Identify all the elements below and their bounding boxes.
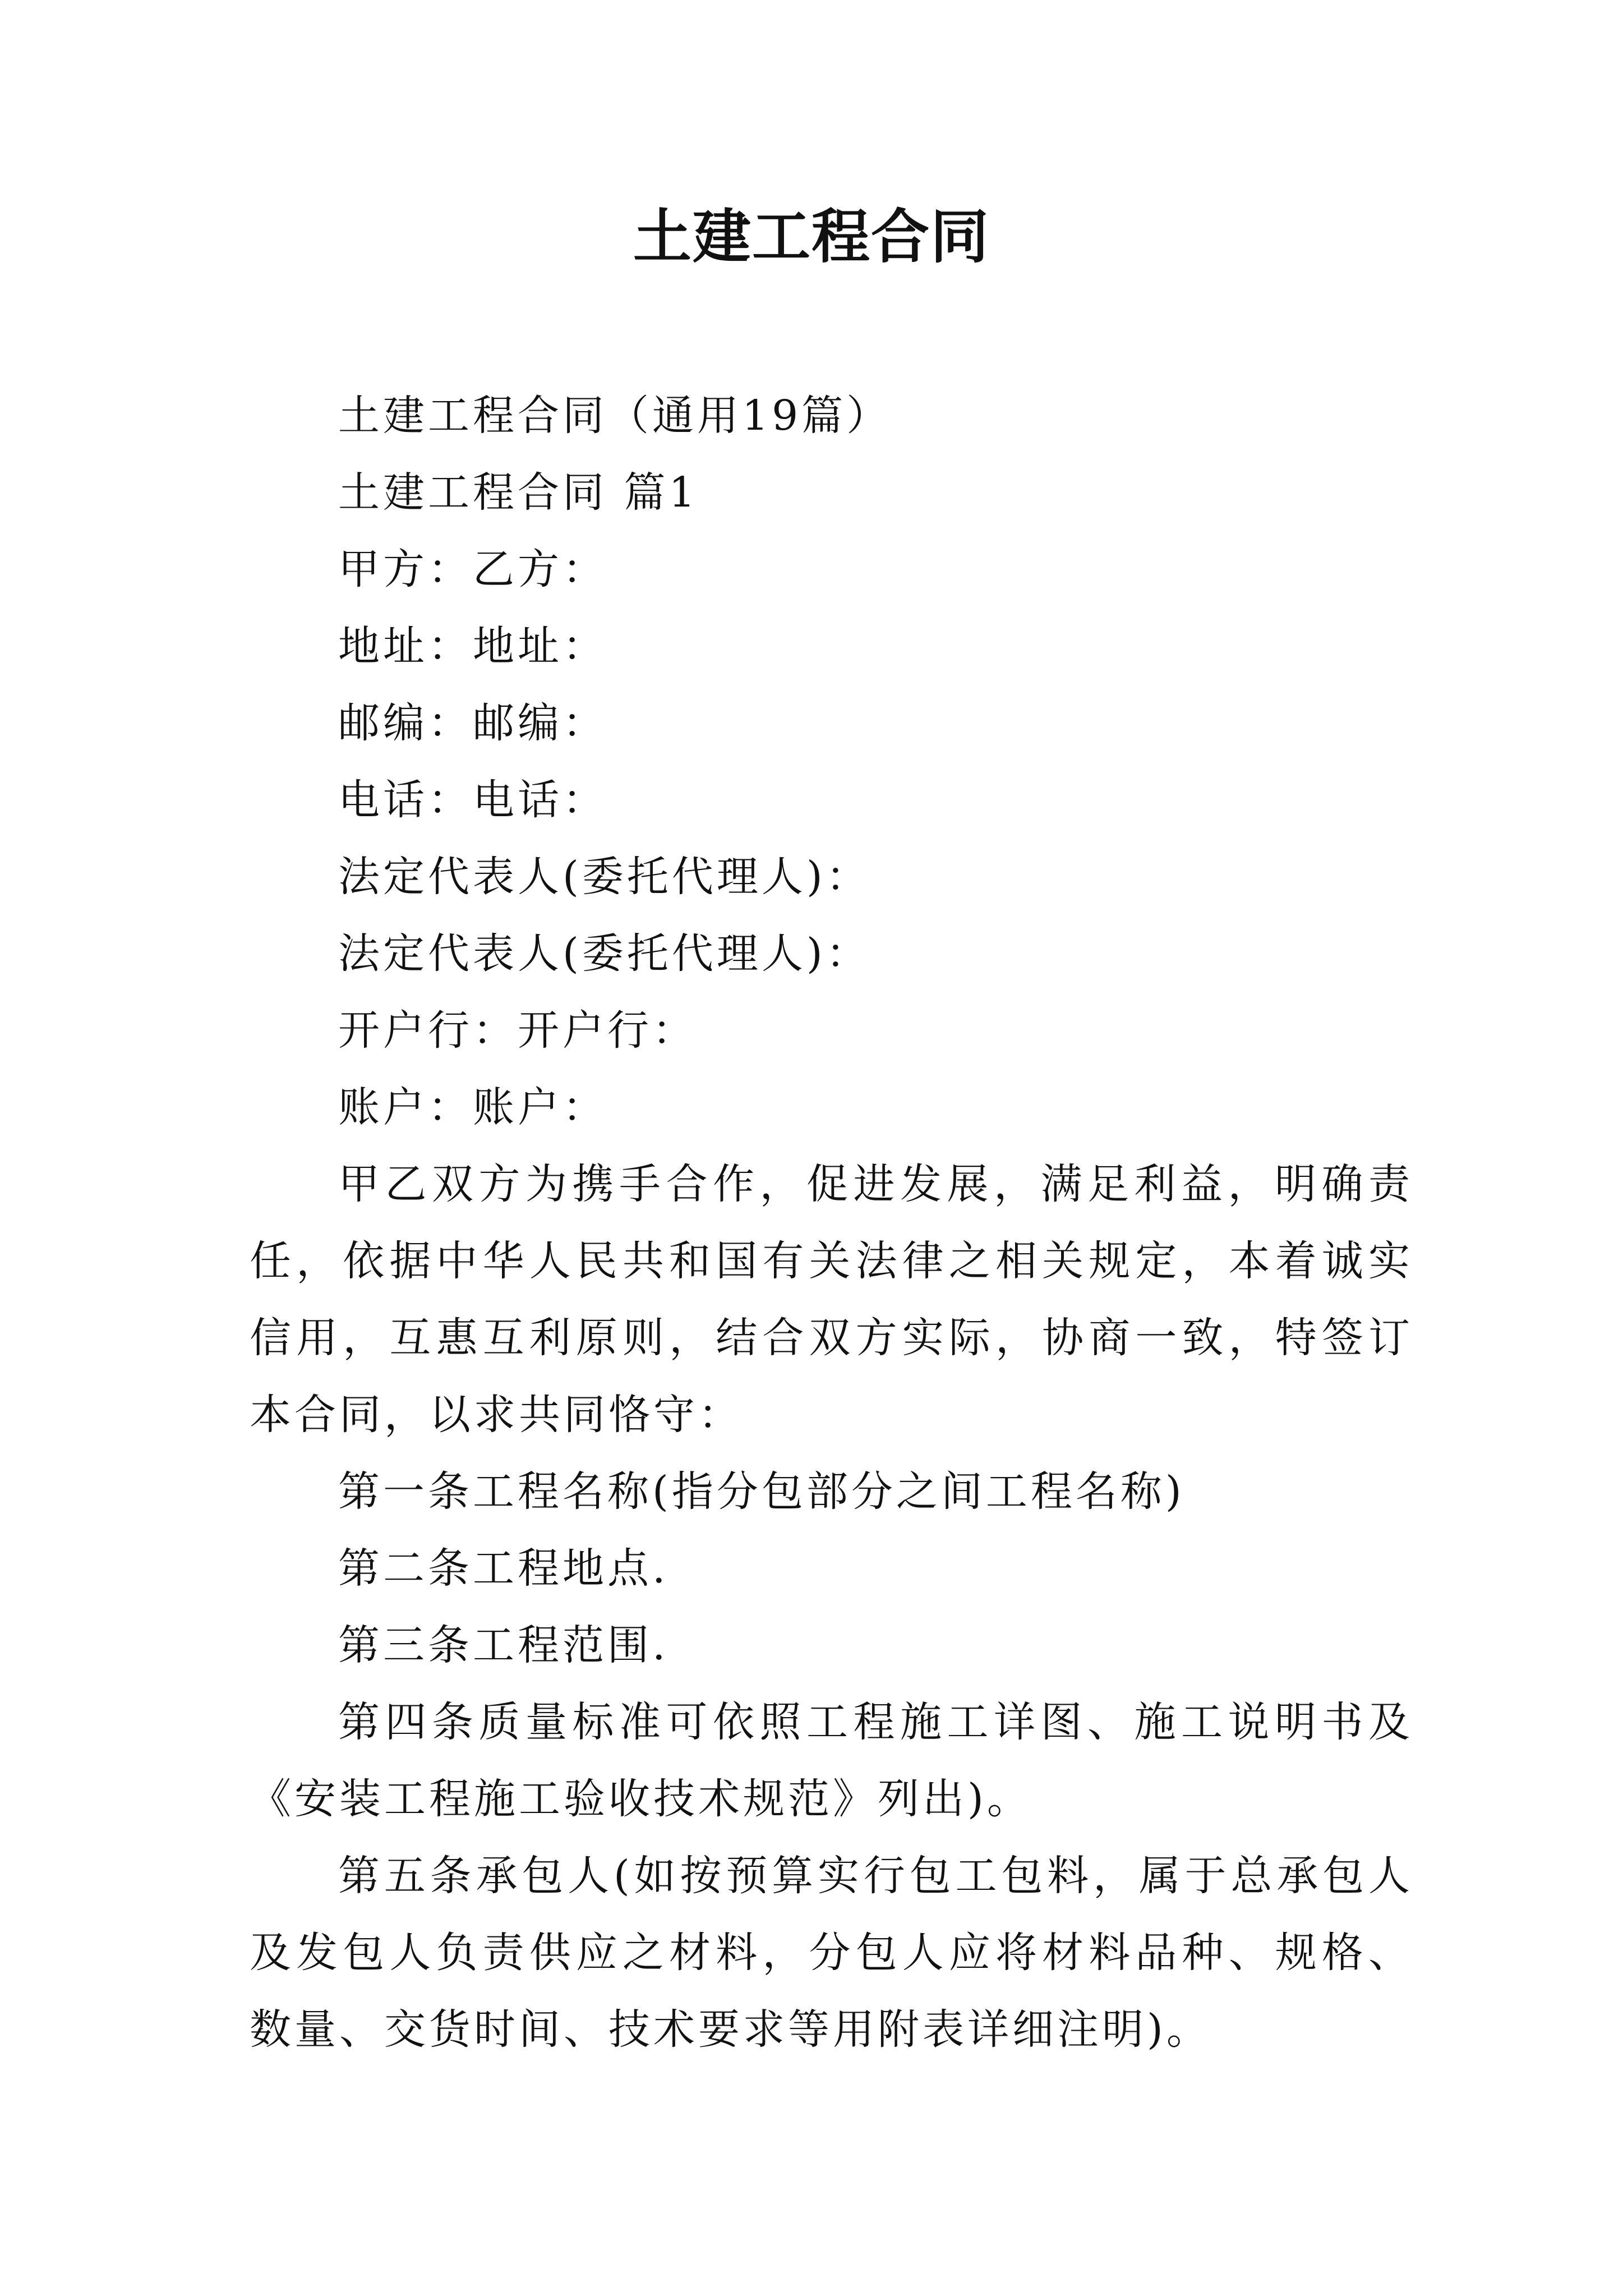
address-line: 地址：地址： bbox=[338, 622, 607, 670]
party-line: 甲方：乙方： bbox=[338, 545, 607, 593]
article-3: 第三条工程范围. bbox=[338, 1621, 669, 1669]
article-2: 第二条工程地点. bbox=[338, 1544, 669, 1593]
article-4: 第四条质量标准可依照工程施工详图、施工说明书及《安装工程施工验收技术规范》列出)。 bbox=[250, 1698, 1413, 1823]
account-line: 账户：账户： bbox=[338, 1083, 607, 1131]
representative-line: 法定代表人(委托代理人)： bbox=[338, 930, 871, 978]
article-5: 第五条承包人(如按预算实行包工包料，属于总承包人及发包人负责供应之材料，分包人应将材料品种、规格、数量、交货时间、技术要求等用附表详细注明)。 bbox=[250, 1852, 1413, 2054]
postcode-line: 邮编：邮编： bbox=[338, 699, 607, 747]
document-body bbox=[250, 378, 1413, 2068]
representative-line: 法定代表人(委托代理人)： bbox=[338, 853, 871, 901]
bank-line: 开户行：开户行： bbox=[338, 1006, 697, 1055]
phone-line: 电话：电话： bbox=[338, 776, 607, 824]
document-title: 土建工程合同 bbox=[633, 202, 990, 271]
article-1: 第一条工程名称(指分包部分之间工程名称) bbox=[338, 1467, 1185, 1516]
subtitle-line: 土建工程合同（通用19篇） bbox=[338, 392, 892, 440]
section-heading: 土建工程合同 篇1 bbox=[338, 468, 699, 517]
preamble-paragraph: 甲乙双方为携手合作，促进发展，满足利益，明确责任，依据中华人民共和国有关法律之相关规定，本着诚实信用，互惠互利原则，结合双方实际，协商一致，特签订本合同，以求共同恪守： bbox=[250, 1160, 1413, 1439]
